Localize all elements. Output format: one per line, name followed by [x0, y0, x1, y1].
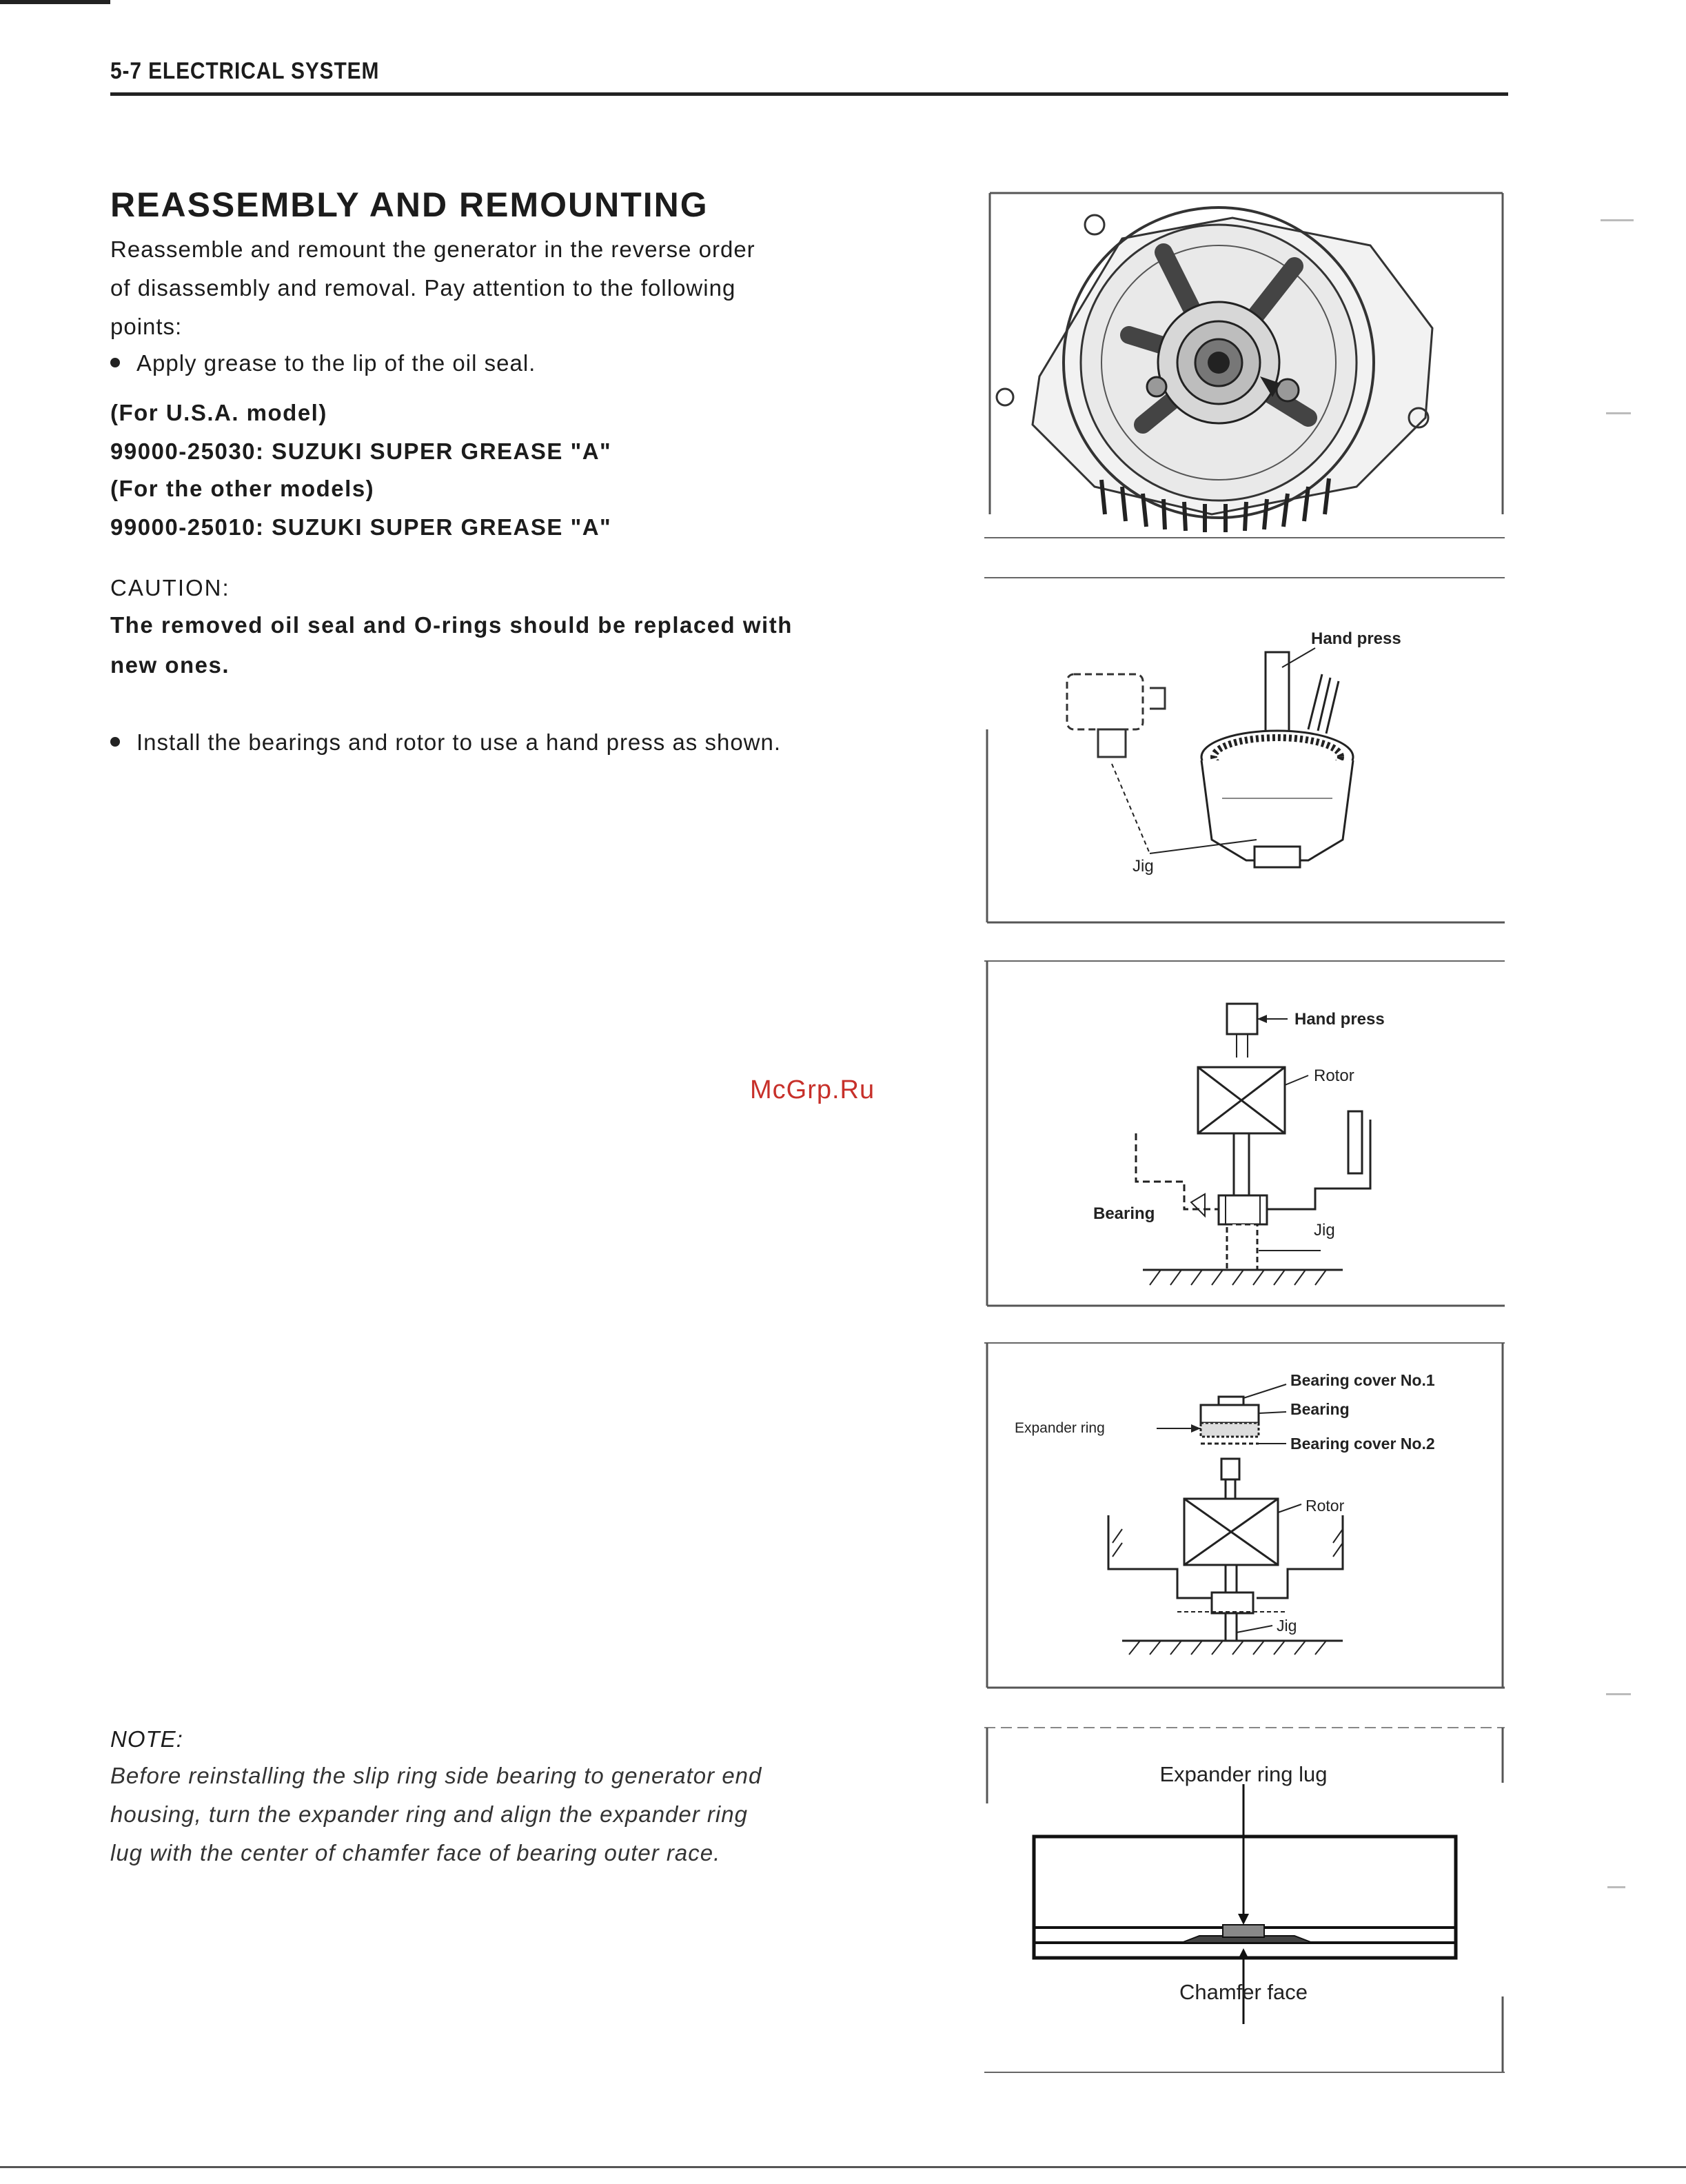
margin-mark [1606, 412, 1631, 414]
caution-label: CAUTION: [110, 575, 230, 600]
note-line-1: Before reinstalling the slip ring side bearing to generator end [110, 1763, 762, 1788]
grease-part-usa: 99000-25030: SUZUKI SUPER GREASE "A" [110, 438, 612, 464]
watermark: McGrp.Ru [750, 1075, 875, 1104]
intro-line-3: points: [110, 314, 183, 339]
bullet-text: Install the bearings and rotor to use a hand press as shown. [136, 729, 782, 755]
label-jig: Jig [1133, 857, 1154, 876]
label-jig: Jig [1314, 1221, 1335, 1240]
label-bearing: Bearing [1093, 1204, 1155, 1223]
header-rule [110, 92, 1508, 96]
note-label: NOTE: [110, 1726, 183, 1752]
label-bearing: Bearing [1290, 1400, 1350, 1418]
note-line-3: lug with the center of chamfer face of bearing outer race. [110, 1840, 721, 1866]
corner-scan-mark [0, 0, 110, 4]
label-chamfer-face: Chamfer face [1179, 1980, 1308, 2004]
margin-mark [1606, 1693, 1631, 1695]
bullet-dot [110, 358, 120, 367]
caution-line-2: new ones. [110, 652, 230, 678]
caution-line-1: The removed oil seal and O-rings should be replaced with [110, 612, 793, 638]
margin-mark [1607, 1886, 1625, 1888]
figure-expander-lug-alignment [984, 1721, 1505, 2076]
note-line-2: housing, turn the expander ring and align the expander ring [110, 1801, 748, 1827]
label-expander-ring: Expander ring [1015, 1420, 1105, 1436]
label-bearing-cover-2: Bearing cover No.2 [1290, 1435, 1435, 1453]
note-body [110, 1757, 934, 1872]
label-bearing-cover-1: Bearing cover No.1 [1290, 1371, 1435, 1389]
section-title: REASSEMBLY AND REMOUNTING [110, 185, 709, 224]
grease-part-other: 99000-25010: SUZUKI SUPER GREASE "A" [110, 514, 612, 540]
caution-body [110, 605, 934, 685]
bullet-dot [110, 737, 120, 747]
usa-model-label: (For U.S.A. model) [110, 400, 327, 425]
label-hand-press: Hand press [1311, 629, 1401, 648]
figure-rotor-bearing-press-diagram [984, 954, 1505, 1310]
page-header: 5-7 ELECTRICAL SYSTEM [110, 58, 380, 84]
other-models-label: (For the other models) [110, 476, 375, 501]
label-expander-ring-lug: Expander ring lug [1159, 1762, 1328, 1786]
figure-hand-press-sketch [984, 571, 1505, 927]
label-hand-press: Hand press [1294, 1010, 1385, 1029]
intro-line-2: of disassembly and removal. Pay attention to the following [110, 275, 736, 301]
figure-expander-ring-diagram [984, 1336, 1505, 1692]
bullet-text: Apply grease to the lip of the oil seal. [136, 350, 536, 376]
label-rotor: Rotor [1306, 1497, 1345, 1515]
label-rotor: Rotor [1314, 1066, 1354, 1085]
label-jig: Jig [1277, 1617, 1297, 1635]
footer-rule [0, 2166, 1686, 2168]
figure-generator-housing-photo [984, 190, 1505, 540]
bullet-install-bearings [110, 729, 781, 756]
bullet-apply-grease [110, 350, 536, 376]
intro-line-1: Reassemble and remount the generator in the reverse order [110, 236, 755, 262]
margin-mark [1601, 219, 1634, 221]
